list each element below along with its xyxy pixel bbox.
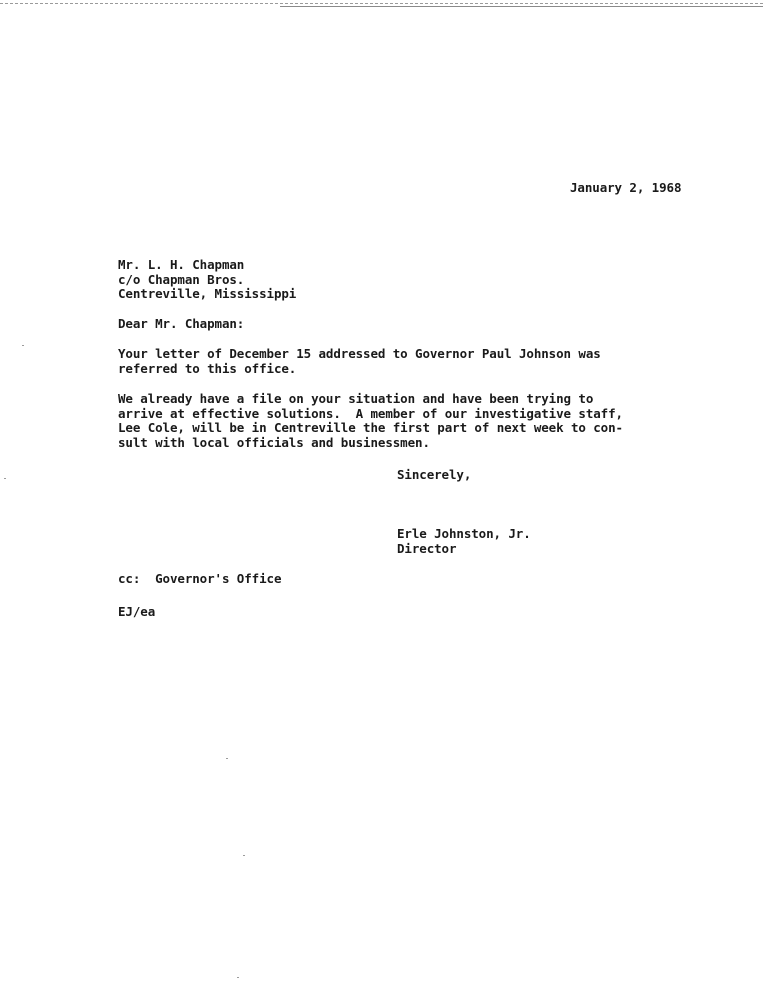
paragraph-1-line: Your letter of December 15 addressed to Governor Paul Johnson was [118, 346, 601, 361]
paragraph-2 [118, 392, 623, 450]
signature-block [397, 527, 531, 556]
letter-date: January 2, 1968 [570, 180, 682, 195]
paragraph-2-line: Lee Cole, will be in Centreville the first part of next week to con- [118, 420, 623, 436]
scan-speck [22, 345, 24, 346]
scan-speck [243, 855, 245, 856]
paragraph-1-line: referred to this office. [118, 360, 297, 376]
scan-speck [4, 478, 6, 479]
signer-name: Erle Johnston, Jr. [397, 526, 531, 541]
recipient-company: c/o Chapman Bros. [118, 271, 245, 287]
scan-speck [237, 977, 239, 978]
closing: Sincerely, [397, 467, 472, 482]
scan-speck [226, 758, 228, 759]
recipient-name: Mr. L. H. Chapman [118, 257, 245, 272]
paragraph-1 [118, 347, 601, 376]
paragraph-2-line: We already have a file on your situation and have been trying to [118, 391, 594, 406]
reference-initials: EJ/ea [118, 604, 156, 619]
salutation: Dear Mr. Chapman: [118, 316, 245, 331]
cc-line: cc: Governor's Office [118, 571, 282, 586]
recipient-city: Centreville, Mississippi [118, 286, 297, 302]
paragraph-2-line: sult with local officials and businessmen. [118, 434, 430, 450]
paragraph-2-line: arrive at effective solutions. A member of our investigative staff, [118, 405, 623, 421]
recipient-address [118, 258, 296, 302]
signer-title: Director [397, 540, 457, 556]
